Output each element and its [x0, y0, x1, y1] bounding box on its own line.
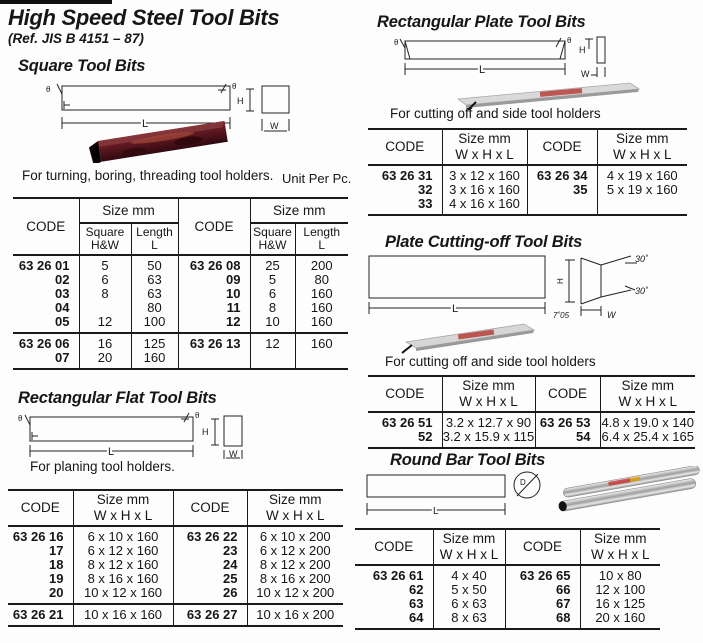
size-cell: 4 x 16 x 160: [442, 197, 527, 215]
round-table-wrap: [355, 528, 660, 630]
code-cell: 11: [178, 301, 250, 315]
cutoff-usage-caption: For cutting off and side tool holders: [385, 354, 596, 369]
size-column-header: Size mm W x H x L: [442, 376, 535, 412]
plate-bar-outline: [400, 37, 605, 77]
length-label: L: [479, 64, 486, 76]
size-cell: 10 x 16 x 200: [247, 604, 343, 626]
round-bar-tool-bits-table: [355, 528, 660, 630]
size-cell: 8 x 12 x 160: [73, 558, 173, 572]
size-cell: 10 x 80: [580, 565, 660, 583]
size-cell: 6 x 10 x 160: [73, 526, 173, 544]
height-label: H: [237, 96, 244, 106]
square-table-wrap: [13, 197, 348, 370]
reference-note: (Ref. JIS B 4151 – 87): [8, 31, 144, 46]
height-label: H: [579, 45, 586, 55]
theta-label: θ: [567, 36, 572, 45]
code-column-header: CODE: [13, 198, 79, 255]
size-cell: 8 x 16 x 160: [73, 572, 173, 586]
size-cell: 3 x 16 x 160: [442, 183, 527, 197]
table-row: [8, 544, 343, 558]
code-column-header: CODE: [527, 129, 597, 165]
size-cell: 6: [79, 273, 131, 287]
angle-label: 30˚: [635, 254, 649, 264]
flat-bar-outline: [25, 413, 242, 459]
size-cell: 160: [295, 287, 348, 301]
cutoff-tool-bit-diagram: [357, 250, 657, 322]
section-title-square: Square Tool Bits: [18, 57, 146, 75]
code-cell: 63 26 31: [381, 168, 433, 183]
size-cell: 6 x 12 x 160: [73, 544, 173, 558]
table-row: [368, 412, 695, 430]
rectangular-flat-tool-bits-table: [8, 489, 343, 627]
table-row: [368, 430, 695, 448]
size-column-header: Size mm W x H x L: [597, 129, 687, 165]
section-title-cutoff: Plate Cutting-off Tool Bits: [385, 233, 583, 251]
code-cell: 67: [505, 597, 580, 611]
unit-note: Unit Per Pc.: [282, 171, 352, 186]
cutoff-bar: [402, 324, 534, 353]
table-row: [13, 333, 348, 351]
code-column-header: CODE: [8, 490, 73, 526]
code-cell: 68: [505, 611, 580, 629]
diameter-label: D: [520, 478, 526, 487]
height-label: H: [556, 278, 565, 284]
size-cell: 80: [131, 301, 178, 315]
size-cell: 125: [131, 333, 178, 351]
code-cell: 24: [173, 558, 247, 572]
size-cell: 12: [79, 315, 131, 333]
length-label: L: [433, 506, 439, 517]
cutoff-tool-bit-photo: [398, 320, 543, 354]
size-cell: 6 x 63: [433, 597, 505, 611]
code-cell: 20: [49, 585, 64, 600]
size-cell: 50: [131, 255, 178, 273]
size-cell: 5 x 19 x 160: [597, 183, 687, 197]
table-row: [355, 597, 660, 611]
size-subcolumn-header: Square H&W: [79, 223, 131, 255]
size-cell: 4.8 x 19.0 x 140: [600, 412, 695, 430]
code-cell: 63 26 13: [178, 333, 250, 351]
code-cell: 26: [173, 586, 247, 604]
size-cell: 160: [131, 351, 178, 369]
code-cell: 63 26 08: [178, 255, 250, 273]
code-cell: 63: [409, 596, 424, 611]
table-row: [13, 351, 348, 369]
size-cell: 8 x 12 x 200: [247, 558, 343, 572]
size-cell: 12 x 100: [580, 583, 660, 597]
size-cell: 63: [131, 273, 178, 287]
table-row: [8, 604, 343, 626]
size-subcolumn-header: Length L: [131, 223, 178, 255]
code-cell: 18: [49, 557, 64, 572]
size-cell: 16 x 125: [580, 597, 660, 611]
code-column-header: CODE: [535, 376, 600, 412]
section-title-round: Round Bar Tool Bits: [390, 451, 546, 469]
size-cell: 4 x 19 x 160: [597, 165, 687, 183]
length-label: L: [142, 118, 149, 130]
code-column-header: CODE: [368, 376, 442, 412]
code-cell: 63 26 06: [13, 333, 79, 351]
square-tool-bit-photo: [85, 121, 240, 163]
code-cell: 19: [49, 571, 64, 586]
code-cell: 63 26 51: [381, 415, 433, 430]
code-cell: 07: [55, 350, 70, 365]
width-label: W: [607, 310, 616, 320]
height-label: H: [202, 427, 209, 437]
theta-label: θ: [232, 82, 237, 91]
size-cell: 5: [79, 255, 131, 273]
cutoff-table-wrap: [368, 375, 695, 449]
width-label: W: [270, 121, 279, 131]
table-row: [13, 273, 348, 287]
round-bar-outline: [367, 472, 540, 515]
plate-usage-caption: For cutting off and side tool holders: [390, 106, 601, 121]
code-cell: 02: [55, 272, 70, 287]
size-column-header: Size mm W x H x L: [442, 129, 527, 165]
size-cell: [295, 351, 348, 369]
code-column-header: CODE: [368, 129, 442, 165]
size-cell: 10: [250, 315, 295, 333]
code-column-header: CODE: [178, 198, 250, 255]
code-cell: 10: [178, 287, 250, 301]
size-cell: 5: [250, 273, 295, 287]
theta-label: θ: [18, 414, 23, 423]
table-row: [13, 255, 348, 273]
code-cell: 63 26 53: [535, 412, 600, 430]
plate-tool-bit-diagram: [357, 35, 617, 83]
code-cell: 63 26 61: [372, 568, 424, 583]
code-cell: 63 26 22: [173, 526, 247, 544]
size-cell: 10 x 12 x 160: [73, 586, 173, 604]
code-cell: 62: [409, 582, 424, 597]
size-cell: 5 x 50: [433, 583, 505, 597]
size-cell: [79, 301, 131, 315]
size-cell: 100: [131, 315, 178, 333]
size-cell: 8 x 16 x 200: [247, 572, 343, 586]
table-row: [13, 301, 348, 315]
table-row: [355, 565, 660, 583]
edge-label: 7˚05: [553, 311, 570, 320]
code-cell: 03: [55, 286, 70, 301]
code-cell: 23: [173, 544, 247, 558]
table-row: [8, 526, 343, 544]
size-cell: 12: [250, 333, 295, 351]
size-cell: 20 x 160: [580, 611, 660, 629]
size-column-header: Size mm W x H x L: [73, 490, 173, 526]
table-row: [368, 165, 687, 183]
theta-label: θ: [394, 38, 399, 47]
table-row: [13, 315, 348, 333]
size-subcolumn-header: Length L: [295, 223, 348, 255]
flat-table-wrap: [8, 489, 343, 627]
tool-bit-bar: [88, 121, 228, 163]
rectangular-plate-tool-bits-table: [368, 128, 687, 216]
plate-table-wrap: [368, 128, 687, 216]
length-label: L: [452, 303, 459, 315]
plate-cutoff-tool-bits-table: [368, 375, 695, 449]
code-cell: 33: [418, 196, 433, 211]
code-cell: 63 26 01: [18, 258, 70, 273]
code-cell: 64: [409, 610, 424, 625]
size-cell: 16: [79, 333, 131, 351]
size-cell: 8: [250, 301, 295, 315]
code-cell: 05: [55, 314, 70, 329]
size-cell: 200: [295, 255, 348, 273]
length-label: L: [108, 446, 115, 458]
size-cell: 10 x 16 x 160: [73, 604, 173, 626]
size-cell: 63: [131, 287, 178, 301]
size-cell: 6 x 12 x 200: [247, 544, 343, 558]
round-bar-photo: [550, 466, 703, 516]
table-row: [368, 197, 687, 215]
round-bars: [556, 466, 703, 512]
table-row: [355, 583, 660, 597]
flat-tool-bit-diagram: [18, 411, 258, 459]
size-cell: 6 x 10 x 200: [247, 526, 343, 544]
size-column-header: Size mm W x H x L: [433, 529, 505, 565]
code-cell: 12: [178, 315, 250, 333]
size-cell: 160: [295, 315, 348, 333]
size-cell: 80: [295, 273, 348, 287]
width-label: W: [229, 449, 238, 459]
code-cell: [527, 197, 597, 215]
table-row: [13, 287, 348, 301]
code-cell: 63 26 16: [12, 529, 64, 544]
code-cell: 35: [527, 183, 597, 197]
size-cell: 8 x 63: [433, 611, 505, 629]
code-cell: 66: [505, 583, 580, 597]
round-bar-diagram: [355, 467, 555, 519]
code-cell: 09: [178, 273, 250, 287]
size-cell: [250, 351, 295, 369]
size-cell: 4 x 40: [433, 565, 505, 583]
size-cell: 8: [79, 287, 131, 301]
scan-artifact-bar: [0, 0, 112, 4]
code-cell: 63 26 27: [173, 604, 247, 626]
table-row: [8, 558, 343, 572]
size-cell: 6.4 x 25.4 x 165: [600, 430, 695, 448]
size-cell: 25: [250, 255, 295, 273]
code-cell: 32: [418, 182, 433, 197]
size-column-header: Size mm: [79, 198, 178, 223]
size-cell: 6: [250, 287, 295, 301]
size-cell: 160: [295, 333, 348, 351]
square-usage-caption: For turning, boring, threading tool holders.: [22, 168, 274, 183]
flat-usage-caption: For planing tool holders.: [30, 459, 175, 474]
angle-label: 30˚: [635, 286, 649, 296]
table-row: [355, 611, 660, 629]
size-column-header: Size mm: [250, 198, 348, 223]
code-cell: 63 26 34: [527, 165, 597, 183]
width-label: W: [581, 69, 590, 79]
square-tool-bits-table: [13, 197, 348, 370]
code-cell: 63 26 65: [505, 565, 580, 583]
theta-label: θ: [46, 85, 51, 94]
table-row: [8, 586, 343, 604]
size-cell: [597, 197, 687, 215]
size-subcolumn-header: Square H&W: [250, 223, 295, 255]
code-cell: 04: [55, 300, 70, 315]
code-cell: 25: [173, 572, 247, 586]
size-cell: 3.2 x 15.9 x 115: [442, 430, 535, 448]
section-title-plate: Rectangular Plate Tool Bits: [377, 13, 586, 31]
size-column-header: Size mm W x H x L: [580, 529, 660, 565]
page-title: High Speed Steel Tool Bits: [8, 5, 280, 30]
size-cell: 3.2 x 12.7 x 90: [442, 412, 535, 430]
code-column-header: CODE: [173, 490, 247, 526]
code-cell: 54: [535, 430, 600, 448]
code-cell: 17: [49, 543, 64, 558]
section-title-flat: Rectangular Flat Tool Bits: [18, 389, 217, 407]
size-column-header: Size mm W x H x L: [600, 376, 695, 412]
code-cell: [178, 351, 250, 369]
size-column-header: Size mm W x H x L: [247, 490, 343, 526]
size-cell: 3 x 12 x 160: [442, 165, 527, 183]
code-column-header: CODE: [355, 529, 433, 565]
size-cell: 160: [295, 301, 348, 315]
theta-label: θ: [195, 411, 200, 420]
size-cell: 10 x 12 x 200: [247, 586, 343, 604]
cutoff-bar-outline: [369, 256, 637, 316]
code-column-header: CODE: [505, 529, 580, 565]
table-row: [8, 572, 343, 586]
table-row: [368, 183, 687, 197]
code-cell: 52: [418, 429, 433, 444]
size-cell: 20: [79, 351, 131, 369]
code-cell: 63 26 21: [8, 604, 73, 626]
